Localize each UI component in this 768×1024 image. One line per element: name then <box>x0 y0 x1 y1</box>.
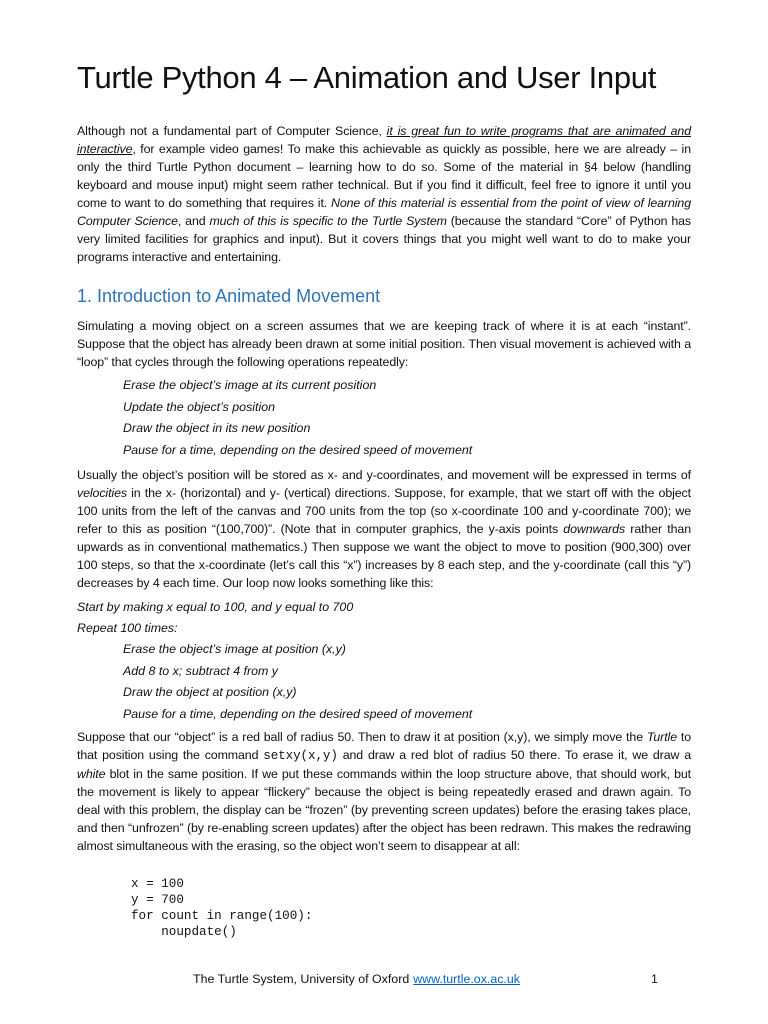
text: in the x- (horizontal) and y- (vertical) directions. Suppose, for example, that we start off with the object 100 units from the left of the canvas and 700 units from the top (so x-coordinate 100 and y-coordinate 700); we refer to this as position “(100,700)”. (Note that in computer graphics, the y-axis points <box>77 486 691 536</box>
emphasis-underlined: it is great fun to write programs that are animated and interactive <box>77 124 691 156</box>
list-item: Erase the object’s image at position (x,y) <box>123 642 346 656</box>
code-line: y = 700 <box>131 893 184 907</box>
list-item: Draw the object in its new position <box>123 421 311 435</box>
code-block <box>131 876 312 940</box>
text: , for example video games! To make this achievable as quickly as possible, here we are already – in only the third Turtle Python document – learning how to do so. Some of the material in §4 below (handling keyboard and mouse input) might seem rather technical. But if you find it difficult, feel free to ignore it until you come to want to do something that requires it. <box>77 142 691 210</box>
list-item: Add 8 to x; subtract 4 from y <box>123 663 278 678</box>
text: blot in the same position. If we put these commands within the loop structure above, that should work, but the movement is likely to appear “flickery” because the object is being repeatedly erased and drawn again. To deal with this problem, the display can be “frozen” (by preventing screen updates) before the erasing takes place, and then “unfrozen” (by re-enabling screen updates) after the object has been redrawn. This makes the redrawing almost simultaneous with the erasing, so the object won’t seem to disappear at all: <box>77 767 691 853</box>
code-line: for count in range(100): <box>131 909 313 923</box>
emphasis: white <box>77 767 106 781</box>
text: (because the standard “Core” of Python has very limited facilities for graphics and input). But it covers things that you might well want to do to make your programs interactive and entertaining. <box>77 214 692 264</box>
inline-code: setxy(x,y) <box>263 749 338 763</box>
text: Usually the object’s position will be stored as x- and y-coordinates, and movement will be expressed in terms of <box>77 468 691 482</box>
text: Suppose that our “object” is a red ball of radius 50. Then to draw it at position (x,y), we simply move the <box>77 730 647 744</box>
paragraph: Simulating a moving object on a screen assumes that we are keeping track of where it is at each “instant”. Suppose that the object has already been drawn at some initial position. Then visual movement is achieved with a “loop” that cycles through the following operations repeatedly: <box>77 319 691 369</box>
text: , and <box>177 214 210 228</box>
list-item: Pause for a time, depending on the desired speed of movement <box>123 706 473 721</box>
text: to that position using the command <box>77 730 691 762</box>
intro-paragraph <box>77 122 691 266</box>
code-line: x = 100 <box>131 877 184 891</box>
paragraph <box>77 728 691 855</box>
paragraph <box>77 466 691 592</box>
text: Although not a fundamental part of Computer Science, <box>77 124 387 138</box>
emphasis: Turtle <box>646 730 677 744</box>
list-item: Erase the object’s image at its current position <box>123 378 377 392</box>
text: and draw a red blot of radius 50 there. To erase it, we draw a <box>337 748 691 762</box>
emphasis: much of this is specific to the Turtle System <box>209 214 447 228</box>
footer-text: The Turtle System, University of Oxford <box>193 972 410 986</box>
emphasis: None of this material is essential from the point of view of learning Computer Science <box>77 196 691 228</box>
loop-intro <box>77 597 353 639</box>
page-title: Turtle Python 4 – Animation and User Input <box>77 60 657 95</box>
loop-list <box>123 640 472 726</box>
pseudo-line: Start by making x equal to 100, and y equal to 700 <box>77 600 354 614</box>
list-item: Pause for a time, depending on the desired speed of movement <box>123 442 473 457</box>
emphasis: velocities <box>77 486 127 500</box>
list-item: Update the object’s position <box>123 399 276 414</box>
emphasis: downwards <box>563 522 626 536</box>
section-heading: 1. Introduction to Animated Movement <box>77 286 381 306</box>
text: rather than upwards as in conventional mathematics.) Then suppose we want the object to move to position (900,300) over 100 steps, so that the x-coordinate (let’s call this “x”) increases by 8 each step, and the y-coordinate (call this “y”) decreases by 4 each time. Our loop now looks something like this: <box>77 522 692 590</box>
code-line: noupdate() <box>131 925 237 939</box>
list-item: Draw the object at position (x,y) <box>123 685 297 699</box>
footer-link[interactable]: www.turtle.ox.ac.uk <box>413 972 520 986</box>
operations-list <box>123 376 472 462</box>
footer <box>193 972 520 986</box>
page-number: 1 <box>651 972 658 986</box>
pseudo-line: Repeat 100 times: <box>77 621 178 635</box>
